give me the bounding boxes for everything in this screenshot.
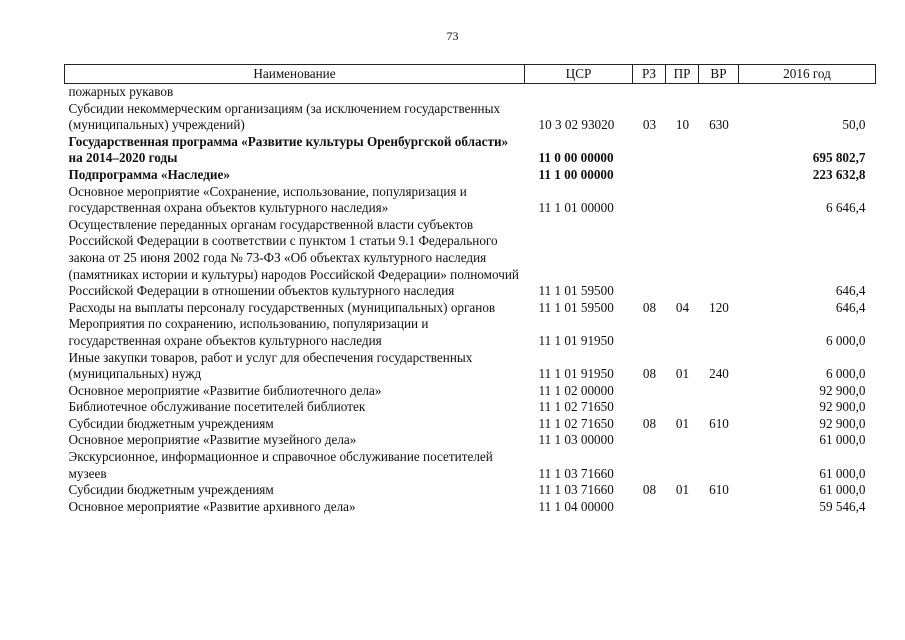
- row-vr: 630: [709, 117, 729, 133]
- row-amount: 50,0: [842, 117, 866, 133]
- row-amount: 6 000,0: [825, 332, 866, 348]
- row-rz: [633, 449, 666, 482]
- table-row: [65, 300, 876, 317]
- row-vr: [699, 84, 739, 101]
- table-row: [65, 184, 876, 217]
- row-name: Субсидии некоммерческим организациям (за исключением государственных (муниципальных) учреждений): [68, 100, 501, 133]
- row-vr: [699, 184, 739, 217]
- row-rz: [633, 316, 666, 349]
- row-name: Иные закупки товаров, работ и услуг для обеспечения государственных (муниципальных) нужд: [68, 349, 473, 382]
- table-header: [65, 65, 876, 84]
- row-csr: 11 0 00 00000: [538, 150, 614, 166]
- row-amount: 92 900,0: [819, 415, 866, 431]
- row-vr: 120: [709, 299, 729, 315]
- page-number: 73: [446, 29, 459, 43]
- table-row: [65, 134, 876, 167]
- row-name: Библиотечное обслуживание посетителей библиотек: [68, 399, 366, 415]
- row-name: Расходы на выплаты персоналу государственных (муниципальных) органов: [68, 299, 496, 315]
- row-amount: 61 000,0: [819, 465, 866, 481]
- row-csr: [525, 84, 633, 101]
- row-csr: 11 1 01 59500: [538, 283, 614, 299]
- table-row: [65, 416, 876, 433]
- row-amount: 6 000,0: [825, 366, 866, 382]
- row-amount: 61 000,0: [819, 432, 866, 448]
- table-row: [65, 432, 876, 449]
- table-row: [65, 449, 876, 482]
- row-name: Экскурсионное, информационное и справочное обслуживание посетителей музеев: [68, 449, 493, 481]
- row-pr: [666, 167, 699, 184]
- row-pr: [666, 217, 699, 300]
- row-csr: 11 1 02 71650: [538, 399, 614, 415]
- row-name: Подпрограмма «Наследие»: [68, 166, 230, 182]
- row-rz: [633, 167, 666, 184]
- row-pr: 01: [675, 415, 690, 431]
- table-row: [65, 499, 876, 516]
- table-row: [65, 217, 876, 300]
- row-pr: [666, 399, 699, 416]
- row-csr: 11 1 02 71650: [538, 415, 614, 431]
- row-rz: [633, 84, 666, 101]
- row-name: Основное мероприятие «Развитие библиотечного дела»: [68, 382, 382, 398]
- row-vr: [699, 499, 739, 516]
- table-row: [65, 350, 876, 383]
- row-csr: 11 1 03 00000: [538, 432, 614, 448]
- row-amount: 223 632,8: [812, 166, 866, 182]
- row-vr: 240: [709, 366, 729, 382]
- row-vr: 610: [709, 482, 729, 498]
- table-row: [65, 482, 876, 499]
- row-amount: [739, 84, 876, 101]
- row-csr: 11 1 01 00000: [538, 200, 614, 216]
- row-pr: [666, 499, 699, 516]
- table-row: [65, 399, 876, 416]
- row-pr: [666, 316, 699, 349]
- row-rz: [633, 184, 666, 217]
- row-csr: 11 1 02 00000: [538, 382, 614, 398]
- row-rz: [633, 383, 666, 400]
- budget-table: [64, 64, 876, 515]
- row-amount: 695 802,7: [812, 150, 866, 166]
- row-vr: [699, 134, 739, 167]
- row-name: Субсидии бюджетным учреждениям: [68, 415, 274, 431]
- row-vr: 610: [709, 415, 729, 431]
- row-rz: [633, 432, 666, 449]
- row-amount: 59 546,4: [819, 498, 866, 514]
- row-name: Мероприятия по сохранению, использованию, популяризации и государственная охране объектов культурного наследия: [68, 316, 429, 348]
- header-year: 2016 год: [739, 65, 876, 84]
- row-csr: 11 1 01 91950: [538, 332, 614, 348]
- row-amount: 646,4: [835, 283, 866, 299]
- table-row: [65, 84, 876, 101]
- row-vr: [699, 316, 739, 349]
- row-amount: 92 900,0: [819, 382, 866, 398]
- row-csr: 10 3 02 93020: [538, 117, 615, 133]
- row-pr: 04: [675, 299, 690, 315]
- header-row: [65, 65, 876, 84]
- row-name: Осуществление переданных органам государственной власти субъектов Российской Федерации в соответствии с пунктом 1 статьи 9.1 Федерального закона от 25 июня 2002 года № 73-ФЗ «Об объектах культурного наследия (памятниках истории и культуры) народов Российской Федерации» полномочий Российской Федерации в отношении объектов культурного наследия: [68, 216, 519, 299]
- row-rz: 08: [642, 299, 657, 315]
- table-row: [65, 101, 876, 134]
- row-rz: 08: [642, 415, 657, 431]
- row-vr: [699, 383, 739, 400]
- row-pr: [666, 432, 699, 449]
- row-rz: 08: [642, 366, 657, 382]
- row-pr: [666, 383, 699, 400]
- row-csr: 11 1 04 00000: [538, 498, 614, 514]
- row-amount: 6 646,4: [825, 200, 866, 216]
- row-rz: [633, 499, 666, 516]
- header-pr: ПР: [666, 65, 699, 84]
- row-amount: 646,4: [835, 299, 866, 315]
- row-pr: [666, 449, 699, 482]
- row-name: Государственная программа «Развитие культуры Оренбургской области» на 2014–2020 годы: [68, 133, 509, 166]
- row-pr: 01: [675, 482, 690, 498]
- table-body: [65, 84, 876, 516]
- row-name: Субсидии бюджетным учреждениям: [68, 482, 274, 498]
- row-vr: [699, 167, 739, 184]
- row-amount: 61 000,0: [819, 482, 866, 498]
- header-vr: ВР: [699, 65, 739, 84]
- row-csr: 11 1 03 71660: [538, 482, 614, 498]
- row-rz: [633, 217, 666, 300]
- row-name: Основное мероприятие «Развитие архивного дела»: [68, 498, 356, 514]
- header-csr: ЦСР: [525, 65, 633, 84]
- row-csr: 11 1 03 71660: [538, 465, 614, 481]
- row-amount: 92 900,0: [819, 399, 866, 415]
- row-vr: [699, 432, 739, 449]
- row-pr: 10: [675, 117, 690, 133]
- row-rz: 08: [642, 482, 657, 498]
- row-name: пожарных рукавов: [68, 84, 174, 99]
- row-name: Основное мероприятие «Сохранение, использование, популяризация и государственная охрана объектов культурного наследия»: [68, 183, 467, 216]
- row-pr: [666, 84, 699, 101]
- header-rz: РЗ: [633, 65, 666, 84]
- header-name: Наименование: [65, 65, 525, 84]
- row-vr: [699, 399, 739, 416]
- table-row: [65, 383, 876, 400]
- row-csr: 11 1 01 59500: [538, 299, 614, 315]
- table-row: [65, 167, 876, 184]
- row-rz: 03: [642, 117, 657, 133]
- row-vr: [699, 449, 739, 482]
- row-pr: [666, 134, 699, 167]
- table-row: [65, 316, 876, 349]
- row-csr: 11 1 00 00000: [538, 166, 614, 182]
- row-rz: [633, 399, 666, 416]
- row-vr: [699, 217, 739, 300]
- row-csr: 11 1 01 91950: [538, 366, 614, 382]
- row-rz: [633, 134, 666, 167]
- row-pr: [666, 184, 699, 217]
- row-name: Основное мероприятие «Развитие музейного дела»: [68, 432, 357, 448]
- row-pr: 01: [675, 366, 690, 382]
